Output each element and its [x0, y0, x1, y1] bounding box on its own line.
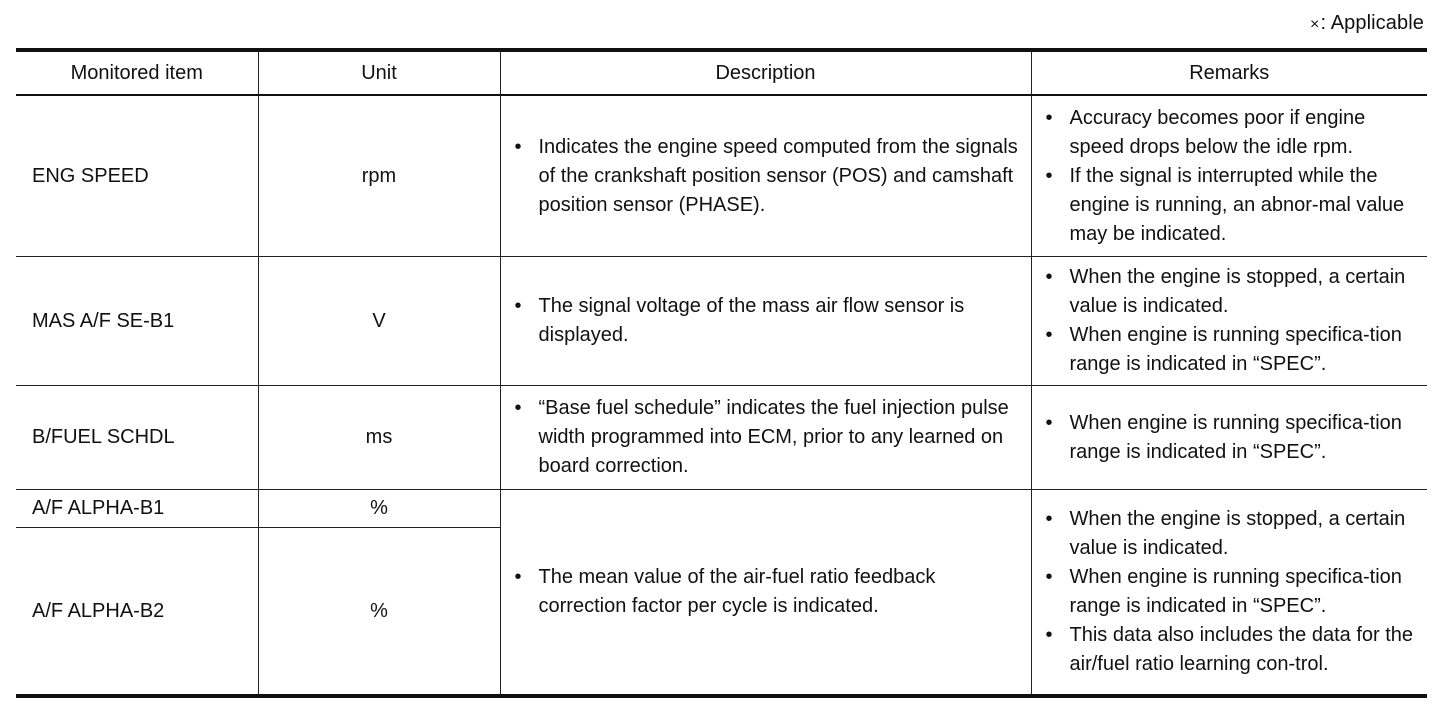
description-text: “Base fuel schedule” indicates the fuel injection pulse width programmed into ECM, prior to any learned on board correction.: [538, 397, 1009, 477]
bullet-glyph: •: [514, 397, 522, 419]
description-bullet: [515, 133, 1021, 220]
bullet-glyph: •: [1045, 411, 1053, 434]
row-remarks: [1031, 257, 1427, 386]
row-monitored-item: A/F ALPHA-B1: [16, 490, 258, 528]
remark-text: When the engine is stopped, a certain value is indicated.: [1069, 508, 1406, 559]
bullet-glyph: •: [514, 566, 522, 588]
remark-text: When engine is running specifica-tion range is indicated in “SPEC”.: [1069, 411, 1402, 463]
remark-text: If the signal is interrupted while the engine is running, an abnor-mal value may be indicated.: [1069, 164, 1405, 245]
bullet-glyph: •: [514, 135, 522, 158]
remark-bullet: [1046, 563, 1418, 621]
description-text: The mean value of the air-fuel ratio feedback correction factor per cycle is indicated.: [538, 566, 936, 617]
row-unit: rpm: [258, 95, 500, 257]
remark-bullet: [1046, 104, 1418, 162]
row-description: [500, 257, 1031, 386]
table-row: [16, 95, 1427, 257]
table-header-row: [16, 50, 1427, 95]
remark-bullet: [1046, 162, 1418, 249]
row-description: [500, 490, 1031, 697]
row-unit: ms: [258, 386, 500, 490]
description-bullet: [515, 292, 1021, 350]
description-bullet: [515, 563, 1021, 621]
bullet-glyph: •: [514, 295, 522, 317]
monitor-item-table: [16, 48, 1427, 698]
row-monitored-item: A/F ALPHA-B2: [16, 528, 258, 697]
remark-text: Accuracy becomes poor if engine speed drops below the idle rpm.: [1069, 106, 1366, 158]
bullet-glyph: •: [1045, 566, 1053, 588]
remark-text: When the engine is stopped, a certain value is indicated.: [1069, 266, 1406, 317]
header-description: Description: [500, 50, 1031, 95]
remark-text: This data also includes the data for the air/fuel ratio learning con-trol.: [1069, 624, 1414, 675]
applicable-legend: [1310, 12, 1424, 35]
row-monitored-item: B/FUEL SCHDL: [16, 386, 258, 490]
remark-bullet: [1046, 409, 1418, 467]
table-row: [16, 257, 1427, 386]
remark-bullet: [1046, 263, 1418, 321]
bullet-glyph: •: [1045, 164, 1053, 187]
table-row: [16, 386, 1427, 490]
remark-bullet: [1046, 505, 1418, 563]
row-monitored-item: MAS A/F SE-B1: [16, 257, 258, 386]
applicable-legend-text: : Applicable: [1320, 12, 1424, 34]
applicable-mark: ×: [1310, 16, 1320, 33]
bullet-glyph: •: [1045, 266, 1053, 288]
remark-text: When engine is running specifica-tion range is indicated in “SPEC”.: [1069, 566, 1402, 617]
row-monitored-item: ENG SPEED: [16, 95, 258, 257]
header-monitored-item: Monitored item: [16, 50, 258, 95]
row-unit: %: [258, 490, 500, 528]
remark-text: When engine is running specifica-tion range is indicated in “SPEC”.: [1069, 324, 1402, 375]
row-description: [500, 95, 1031, 257]
header-remarks: Remarks: [1031, 50, 1427, 95]
row-unit: %: [258, 528, 500, 697]
row-remarks: [1031, 95, 1427, 257]
remark-bullet: [1046, 621, 1418, 679]
row-remarks: [1031, 386, 1427, 490]
bullet-glyph: •: [1045, 324, 1053, 346]
description-text: Indicates the engine speed computed from the signals of the crankshaft position sensor (POS) and camshaft position sensor (PHASE).: [538, 135, 1018, 216]
bullet-glyph: •: [1045, 508, 1053, 530]
remark-bullet: [1046, 321, 1418, 379]
bullet-glyph: •: [1045, 624, 1053, 646]
bullet-glyph: •: [1045, 106, 1053, 129]
row-remarks: [1031, 490, 1427, 697]
table-row: [16, 490, 1427, 528]
description-text: The signal voltage of the mass air flow sensor is displayed.: [538, 295, 965, 346]
description-bullet: [515, 394, 1021, 481]
header-unit: Unit: [258, 50, 500, 95]
row-description: [500, 386, 1031, 490]
row-unit: V: [258, 257, 500, 386]
